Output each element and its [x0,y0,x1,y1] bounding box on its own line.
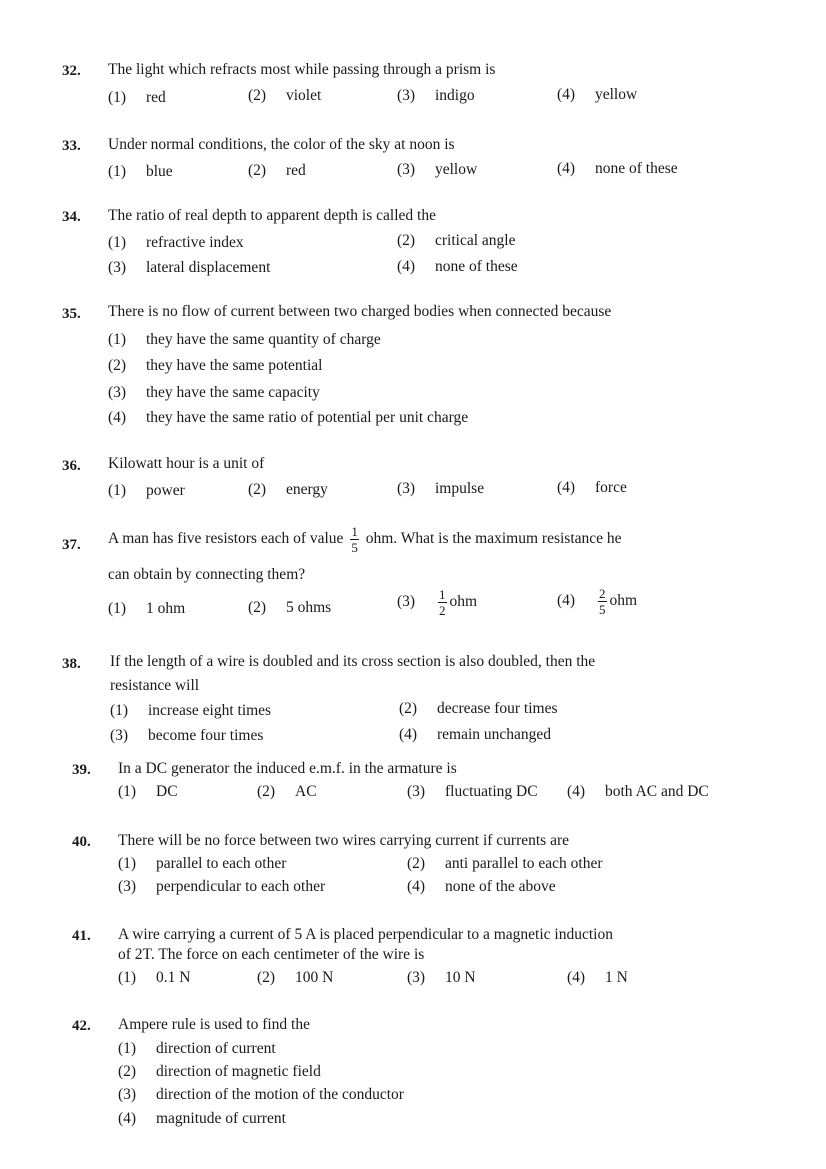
option-2: (2) direction of magnetic field [118,1063,321,1080]
option-2: (2) energy [248,481,328,498]
option-1: (1) blue [108,163,173,180]
question-stem-line-2: can obtain by connecting them? [108,566,306,583]
option-3: (3) yellow [397,161,478,178]
question-stem-line-2: resistance will [110,677,200,694]
question-stem: The ratio of real depth to apparent depth is called the [108,207,436,224]
question-number: 40. [72,834,91,850]
option-2: (2) AC [257,783,317,800]
option-4: (4) they have the same ratio of potential per unit charge [108,409,469,426]
question-stem: A wire carrying a current of 5 A is placed perpendicular to a magnetic induction [118,926,613,943]
option-2: (2) 5 ohms [248,599,332,616]
fraction-one-fifth: $\frac{1}{5}$ [351,524,358,555]
question-number: 35. [62,306,81,322]
option-2: (2) 100 N [257,969,334,986]
question-number: 37. [62,537,81,553]
option-4: (4) magnitude of current [118,1110,286,1127]
option-4: (4) 1 N [567,969,628,986]
question-number: 34. [62,209,81,225]
question-stem: Kilowatt hour is a unit of [108,455,265,472]
option-3: (3) impulse [397,480,485,497]
option-3: (3) indigo [397,87,475,104]
option-4: (4) $\frac{2}{5}$ ohm [557,586,638,617]
option-1: (1) power [108,482,185,499]
option-2: (2) anti parallel to each other [407,855,603,872]
option-1: (1) DC [118,783,178,800]
option-1: (1) increase eight times [110,702,272,719]
option-3: (3) 10 N [407,969,476,986]
question-stem: The light which refracts most while passing through a prism is [108,61,496,78]
question-number: 38. [62,656,81,672]
question-stem: Ampere rule is used to find the [118,1016,310,1033]
option-1: (1) 1 ohm [108,600,186,617]
question-stem-line-2: of 2T. The force on each centimeter of the wire is [118,946,425,963]
question-stem: Under normal conditions, the color of the sky at noon is [108,136,455,153]
option-3: (3) become four times [110,727,264,744]
option-2: (2) violet [248,87,322,104]
option-1: (1) they have the same quantity of charge [108,331,381,348]
option-1: (1) direction of current [118,1040,276,1057]
question-stem: There will be no force between two wires carrying current if currents are [118,832,570,849]
question-number: 41. [72,928,91,944]
option-2: (2) critical angle [397,232,516,249]
option-3: (3) fluctuating DC [407,783,538,800]
question-number: 32. [62,63,81,79]
option-1: (1) 0.1 N [118,969,191,986]
question-number: 42. [72,1018,91,1034]
option-3: (3) $\frac{1}{2}$ ohm [397,587,478,618]
option-4: (4) yellow [557,86,638,103]
option-1: (1) refractive index [108,234,244,251]
option-1: (1) red [108,89,166,106]
question-number: 39. [72,762,91,778]
option-4: (4) force [557,479,627,496]
fraction-one-half: $\frac{1}{2}$ [439,587,446,618]
option-3: (3) perpendicular to each other [118,878,326,895]
option-4: (4) remain unchanged [399,726,552,743]
question-stem: If the length of a wire is doubled and its cross section is also doubled, then the [110,653,596,670]
question-stem: In a DC generator the induced e.m.f. in the armature is [118,760,457,777]
question-stem: There is no flow of current between two charged bodies when connected because [108,303,612,320]
option-2: (2) decrease four times [399,700,558,717]
option-1: (1) parallel to each other [118,855,287,872]
question-number: 33. [62,138,81,154]
option-3: (3) lateral displacement [108,259,271,276]
fraction-two-fifths: $\frac{2}{5}$ [599,586,606,617]
option-4: (4) none of the above [407,878,556,895]
option-2: (2) red [248,162,306,179]
question-number: 36. [62,458,81,474]
option-3: (3) they have the same capacity [108,384,320,401]
question-stem: A man has five resistors each of value $\frac{1}{5}$ ohm. What is the maximum resistance he [108,524,622,555]
option-4: (4) none of these [397,258,518,275]
option-4: (4) none of these [557,160,678,177]
option-4: (4) both AC and DC [567,783,709,800]
option-3: (3) direction of the motion of the conductor [118,1086,404,1103]
option-2: (2) they have the same potential [108,357,323,374]
